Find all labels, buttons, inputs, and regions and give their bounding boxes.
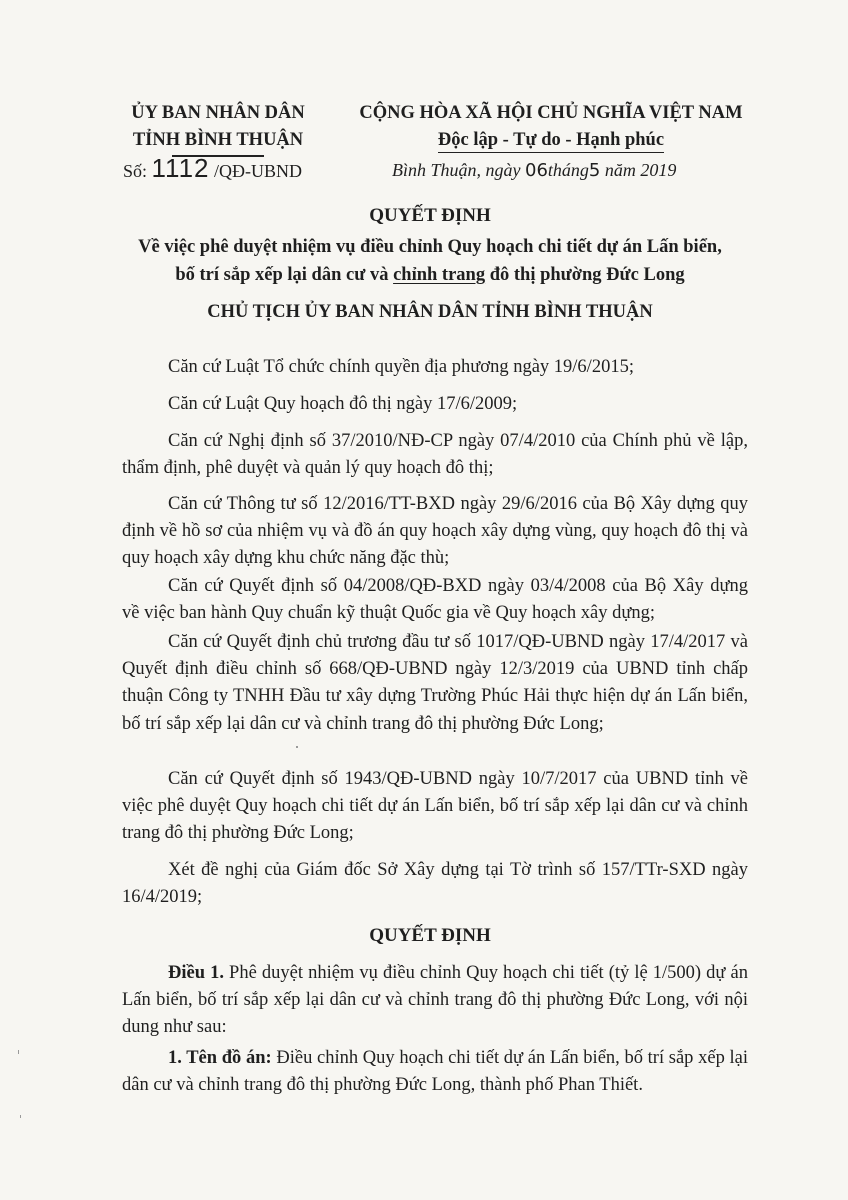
- agency-line-1: ỦY BAN NHÂN DÂN: [131, 103, 305, 123]
- issuing-agency: [112, 100, 324, 157]
- legal-basis-8: Xét đề nghị của Giám đốc Sở Xây dựng tại Tờ trình số 157/TTr-SXD ngày 16/4/2019;: [122, 860, 748, 908]
- scan-speck: [296, 746, 298, 748]
- place-date: Bình Thuận, ngày 06tháng5 năm 2019: [392, 160, 677, 181]
- date-day: 06: [525, 160, 548, 181]
- legal-basis-7: Căn cứ Quyết định số 1943/QĐ-UBND ngày 10/7/2017 của UBND tỉnh về việc phê duyệt Quy hoạch chi tiết dự án Lấn biển, bố trí sắp xếp lại dân cư và chỉnh trang đô thị phường Đức Long;: [122, 769, 748, 844]
- decision-heading: QUYẾT ĐỊNH: [369, 205, 491, 226]
- number-label: Số:: [123, 161, 148, 181]
- scan-speck: [18, 1050, 19, 1054]
- legal-basis-5: Căn cứ Quyết định số 04/2008/QĐ-BXD ngày 03/4/2008 của Bộ Xây dựng về việc ban hành Quy chuẩn kỹ thuật Quốc gia về Quy hoạch xây dựng;: [122, 576, 748, 624]
- number-value: 1112: [151, 153, 210, 183]
- national-title: [336, 100, 766, 154]
- legal-basis-4: Căn cứ Thông tư số 12/2016/TT-BXD ngày 29/6/2016 của Bộ Xây dựng quy định về hồ sơ của nhiệm vụ và đồ án quy hoạch xây dựng vùng, quy hoạch đô thị và quy hoạch xây dựng khu chức năng đặc thù;: [122, 494, 748, 569]
- document-number: [123, 153, 302, 184]
- nation-name: CỘNG HÒA XÃ HỘI CHỦ NGHĨA VIỆT NAM: [359, 103, 743, 123]
- national-motto: Độc lập - Tự do - Hạnh phúc: [438, 128, 664, 153]
- date-month: 5: [588, 160, 601, 181]
- scan-speck: [20, 1115, 21, 1118]
- legal-basis-2: Căn cứ Luật Quy hoạch đô thị ngày 17/6/2009;: [168, 394, 518, 414]
- legal-basis-1: Căn cứ Luật Tổ chức chính quyền địa phương ngày 19/6/2015;: [168, 357, 634, 377]
- agency-line-2: TỈNH BÌNH THUẬN: [132, 130, 304, 150]
- number-suffix: /QĐ-UBND: [214, 161, 302, 181]
- decision-subject: Về việc phê duyệt nhiệm vụ điều chỉnh Quy hoạch chi tiết dự án Lấn biển, bố trí sắp xếp lại dân cư và chỉnh trang đô thị phường Đức Long: [138, 237, 722, 285]
- legal-basis-3: Căn cứ Nghị định số 37/2010/NĐ-CP ngày 07/4/2010 của Chính phủ về lập, thẩm định, phê duyệt và quản lý quy hoạch đô thị;: [122, 431, 748, 479]
- issuer-title: CHỦ TỊCH ỦY BAN NHÂN DÂN TỈNH BÌNH THUẬN: [207, 302, 653, 322]
- article-1: Điều 1. Phê duyệt nhiệm vụ điều chỉnh Quy hoạch chi tiết (tỷ lệ 1/500) dự án Lấn biển, bố trí sắp xếp lại dân cư và chỉnh trang đô thị phường Đức Long, với nội dung như sau:: [122, 963, 749, 1038]
- article-1-item-1: 1. Tên đồ án: Điều chỉnh Quy hoạch chi tiết dự án Lấn biển, bố trí sắp xếp lại dân cư và chỉnh trang đô thị phường Đức Long, thành phố Phan Thiết.: [122, 1048, 748, 1096]
- decision-subheading: QUYẾT ĐỊNH: [369, 925, 491, 946]
- legal-basis-6: Căn cứ Quyết định chủ trương đầu tư số 1017/QĐ-UBND ngày 17/4/2017 và Quyết định điều chỉnh số 668/QĐ-UBND ngày 12/3/2019 của UBND tỉnh chấp thuận Công ty TNHH Đầu tư xây dựng Trường Phúc Hải thực hiện dự án Lấn biển, bố trí sắp xếp lại dân cư và chỉnh trang đô thị phường Đức Long;: [122, 632, 748, 734]
